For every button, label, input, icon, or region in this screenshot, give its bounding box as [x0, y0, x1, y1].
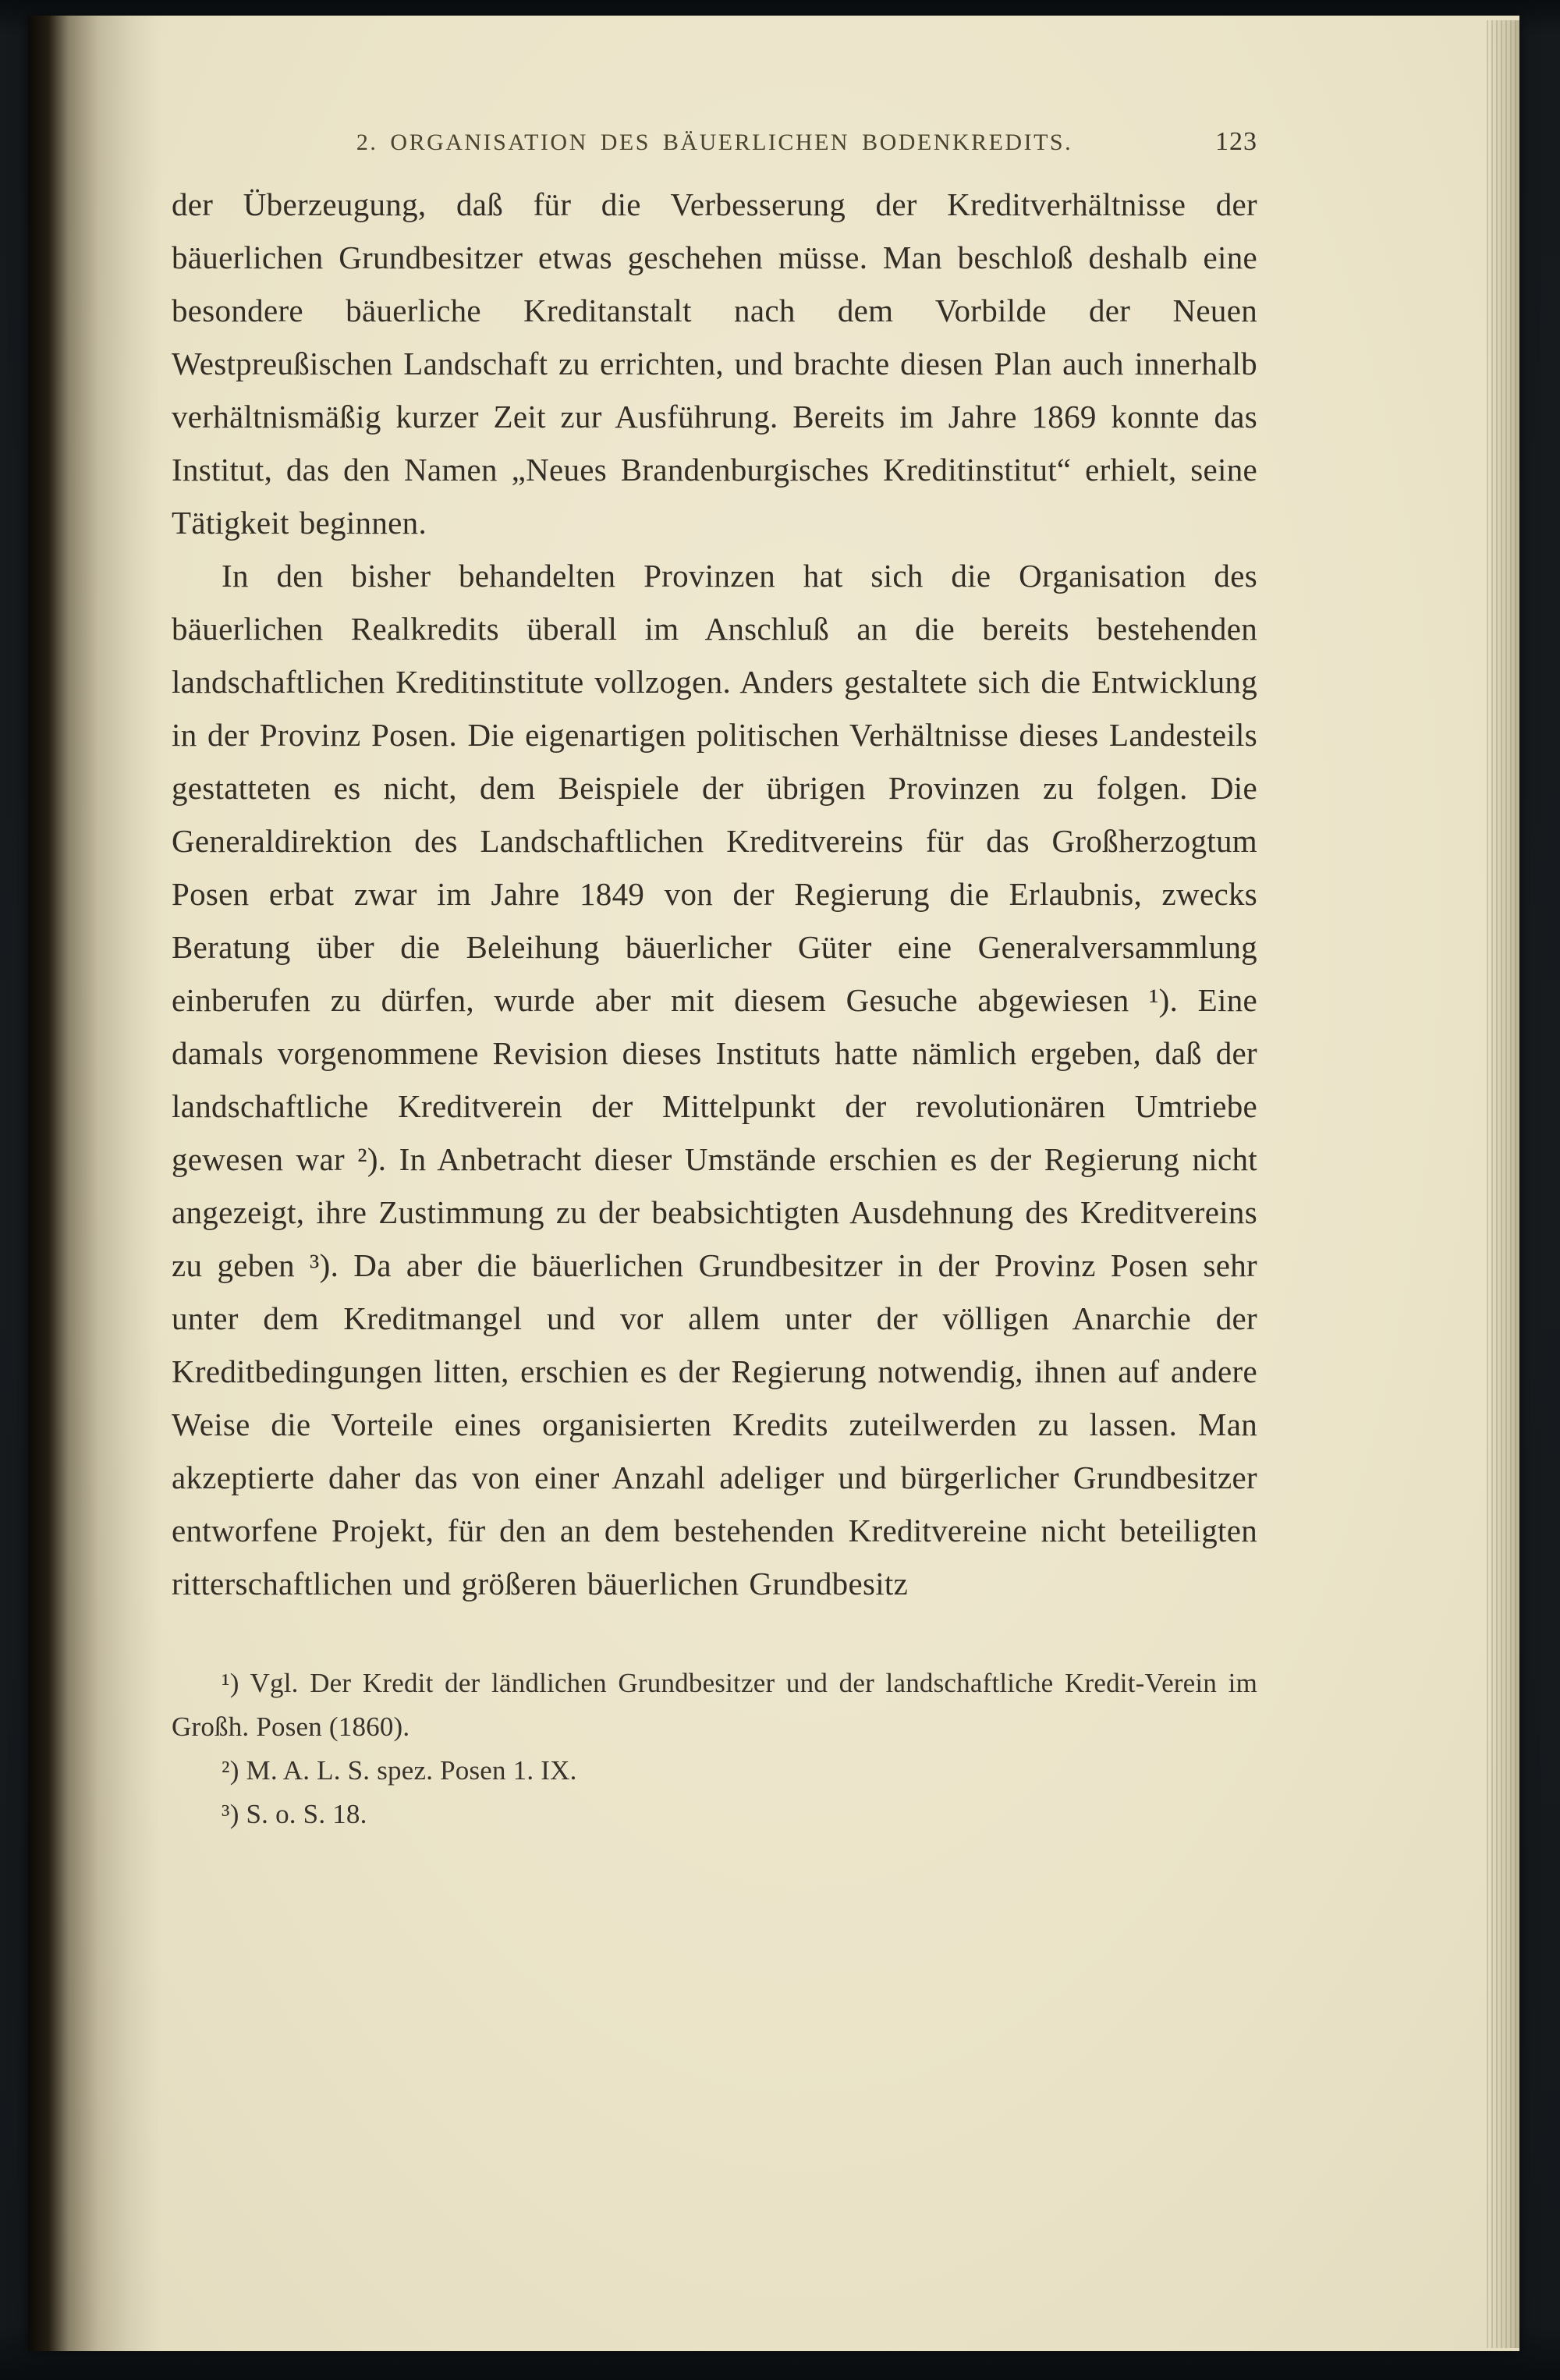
- running-header: [172, 129, 1257, 164]
- footnotes-section: [172, 1662, 1257, 1836]
- binding-gutter-shadow: [28, 16, 161, 2351]
- book-page: [28, 16, 1519, 2351]
- body-text: [172, 178, 1257, 1610]
- paragraph-continuation: der Überzeugung, daß für die Verbesserung der Kreditverhältnisse der bäuerlichen Grundbesitzer etwas geschehen müsse. Man beschloß deshalb eine besondere bäuerliche Kreditanstalt nach dem Vorbilde der Neuen Westpreußischen Landschaft zu errichten, und brachte diesen Plan auch innerhalb verhältnismäßig kurzer Zeit zur Ausführung. Bereits im Jahre 1869 konnte das Institut, das den Namen „Neues Brandenburgisches Kreditinstitut“ erhielt, seine Tätigkeit beginnen.: [172, 186, 1257, 541]
- footnote-3: ³) S. o. S. 18.: [222, 1799, 367, 1829]
- page-number: 123: [1215, 127, 1257, 156]
- footnote-2: ²) M. A. L. S. spez. Posen 1. IX.: [222, 1755, 577, 1786]
- footnote-1: ¹) Vgl. Der Kredit der ländlichen Grundbesitzer und der landschaftliche Kredit-Verein im Großh. Posen (1860).: [172, 1668, 1257, 1742]
- page-edge-stack: [1487, 20, 1519, 2348]
- page-content: [172, 16, 1257, 1836]
- chapter-header-title: 2. ORGANISATION DES BÄUERLICHEN BODENKREDITS.: [356, 129, 1073, 155]
- paragraph: In den bisher behandelten Provinzen hat sich die Organisation des bäuerlichen Realkredits überall im Anschluß an die bereits bestehenden landschaftlichen Kreditinstitute vollzogen. Anders gestaltete sich die Entwicklung in der Provinz Posen. Die eigenartigen politischen Verhältnisse dieses Landesteils gestatteten es nicht, dem Beispiele der übrigen Provinzen zu folgen. Die Generaldirektion des Landschaftlichen Kreditvereins für das Großherzogtum Posen erbat zwar im Jahre 1849 von der Regierung die Erlaubnis, zwecks Beratung über die Beleihung bäuerlicher Güter eine Generalversammlung einberufen zu dürfen, wurde aber mit diesem Gesuche abgewiesen ¹). Eine damals vorgenommene Revision dieses Instituts hatte nämlich ergeben, daß der landschaftliche Kreditverein der Mittelpunkt der revolutionären Umtriebe gewesen war ²). In Anbetracht dieser Umstände erschien es der Regierung nicht angezeigt, ihre Zustimmung zu der beabsichtigten Ausdehnung des Kreditvereins zu geben ³). Da aber die bäuerlichen Grundbesitzer in der Provinz Posen sehr unter dem Kreditmangel und vor allem unter der völligen Anarchie der Kreditbedingungen litten, erschien es der Regierung notwendig, ihnen auf andere Weise die Vorteile eines organisierten Kredits zuteilwerden zu lassen. Man akzeptierte daher das von einer Anzahl adeliger und bürgerlicher Grundbesitzer entworfene Projekt, für den an dem bestehenden Kreditvereine nicht beteiligten ritterschaftlichen und größeren bäuerlichen Grundbesitz: [172, 558, 1257, 1601]
